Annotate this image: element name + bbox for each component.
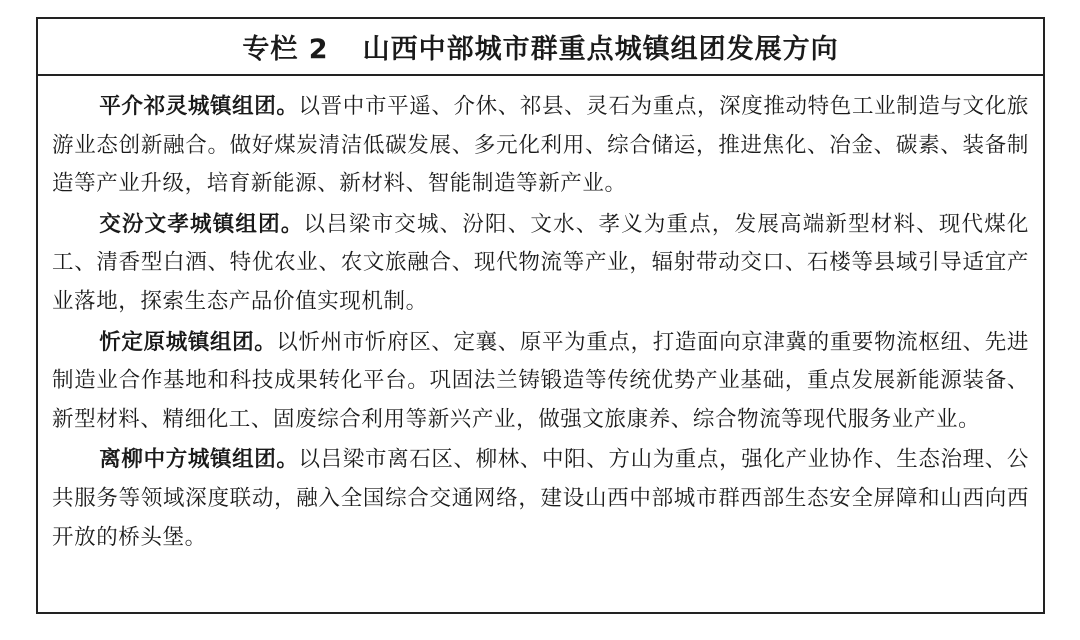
column-body bbox=[38, 76, 1043, 557]
paragraph-text: 以晋中市平遥、介休、祁县、灵石为重点，深度推动特色工业制造与文化旅游业态创新融合。做好煤炭清洁低碳发展、多元化利用、综合储运，推进焦化、冶金、碳素、装备制造等产业升级，培育新能源、新材料、智能制造等新产业。 bbox=[52, 94, 1029, 197]
paragraph-text: 以吕梁市离石区、柳林、中阳、方山为重点，强化产业协作、生态治理、公共服务等领域深度联动，融入全国综合交通网络，建设山西中部城市群西部生态安全屏障和山西向西开放的桥头堡。 bbox=[52, 447, 1029, 550]
column-box bbox=[36, 17, 1045, 614]
column-title: 山西中部城市群重点城镇组团发展方向 bbox=[362, 34, 839, 65]
paragraph-pingjieqiling bbox=[52, 88, 1029, 204]
paragraph-xindingyuan bbox=[52, 324, 1029, 440]
paragraph-heading: 交汾文孝城镇组团。 bbox=[99, 211, 304, 237]
paragraph-text: 以忻州市忻府区、定襄、原平为重点，打造面向京津冀的重要物流枢纽、先进制造业合作基地和科技成果转化平台。巩固法兰铸锻造等传统优势产业基础，重点发展新能源装备、新型材料、精细化工、固废综合利用等新兴产业，做强文旅康养、综合物流等现代服务业产业。 bbox=[52, 329, 1029, 432]
paragraph-liliuzhongfang bbox=[52, 441, 1029, 557]
paragraph-heading: 忻定原城镇组团。 bbox=[99, 329, 277, 355]
paragraph-heading: 平介祁灵城镇组团。 bbox=[99, 94, 299, 119]
paragraph-text: 以吕梁市交城、汾阳、文水、孝义为重点，发展高端新型材料、现代煤化工、清香型白酒、特优农业、农文旅融合、现代物流等产业，辐射带动交口、石楼等县域引导适宜产业落地，探索生态产品价值实现机制。 bbox=[52, 211, 1030, 314]
column-title-bar bbox=[38, 19, 1043, 76]
column-label: 专栏 2 bbox=[242, 34, 329, 65]
paragraph-jiaofenwenxiao bbox=[52, 206, 1029, 322]
paragraph-heading: 离柳中方城镇组团。 bbox=[99, 447, 299, 473]
